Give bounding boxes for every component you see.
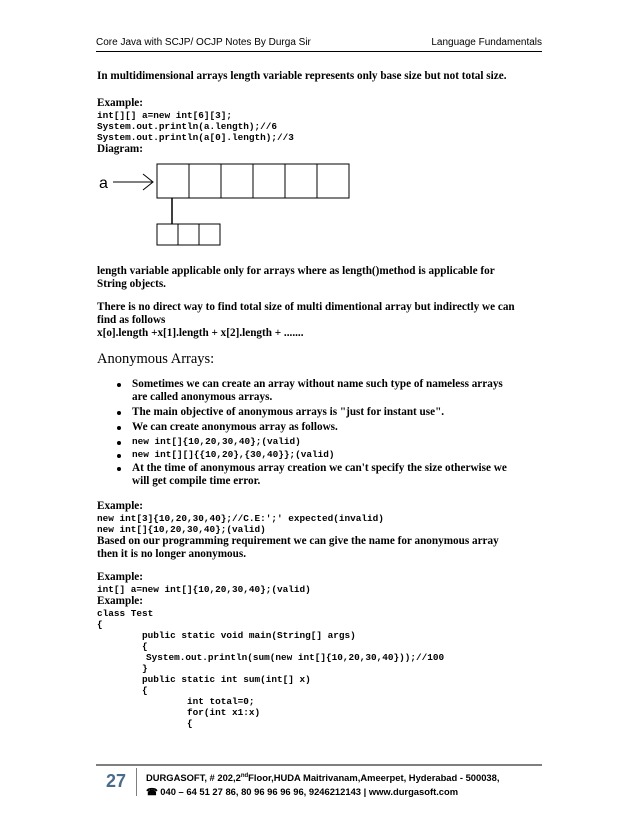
anonymous-arrays-heading: Anonymous Arrays: <box>97 351 215 367</box>
code-line: int[] a=new int[]{10,20,30,40};(valid) <box>97 584 311 595</box>
code-line: System.out.println(a[0].length);//3 <box>97 132 294 143</box>
header-book-title: Core Java with SCJP/ OCJP Notes By Durga Sir <box>96 37 311 48</box>
example3-code <box>97 584 547 595</box>
footer-address-part: DURGASOFT, # 202,2 <box>146 772 241 783</box>
list-item <box>132 421 547 434</box>
diagram-var-label: a <box>99 175 108 192</box>
diagram-label: Diagram: <box>97 143 143 155</box>
footer-address-part: Floor,HUDA Maitrivanam,Ameerpet, Hyderabad - 500038, <box>248 772 500 783</box>
bullet-text: Sometimes we can create an array without name such type of nameless arrays <box>132 378 503 390</box>
page-number: 27 <box>96 768 137 796</box>
code-line: { <box>187 718 193 729</box>
list-item <box>132 462 547 488</box>
anonymous-bullets <box>97 378 547 488</box>
code-line: } <box>142 663 148 674</box>
bottom-array-cells <box>157 224 220 245</box>
top-array-cell <box>285 164 317 198</box>
bottom-array-cell <box>178 224 199 245</box>
page-content <box>97 70 547 729</box>
page-footer <box>96 764 542 800</box>
footer-address <box>146 772 499 783</box>
bullet-text: are called anonymous arrays. <box>132 391 273 403</box>
list-item <box>132 378 547 404</box>
bullet-text: At the time of anonymous array creation we can't specify the size otherwise we <box>132 462 507 474</box>
code-line: { <box>142 685 148 696</box>
code-line: public static void main(String[] args) <box>142 630 356 641</box>
bullet-code: new int[]{10,20,30,40};(valid) <box>132 436 301 447</box>
page-header <box>96 33 542 52</box>
bullet-text: will get compile time error. <box>132 475 261 487</box>
bullet-code: new int[][]{{10,20},{30,40}};(valid) <box>132 449 335 460</box>
length-note-line2: String objects. <box>97 278 166 290</box>
code-line: { <box>97 619 103 630</box>
example2-label: Example: <box>97 500 143 512</box>
code-line: class Test <box>97 608 154 619</box>
code-line: for(int x1:x) <box>187 707 261 718</box>
code-line: System.out.println(a.length);//6 <box>97 121 278 132</box>
code-line: { <box>142 641 148 652</box>
footer-contact <box>146 786 458 798</box>
list-item <box>132 449 547 460</box>
top-array-cells <box>157 164 349 198</box>
example2-code <box>97 513 547 535</box>
footer-address-sup: nd <box>240 772 249 779</box>
example1-label: Example: <box>97 97 143 109</box>
example4-code <box>97 608 547 729</box>
code-line: System.out.println(sum(new int[]{10,20,30,40}));//100 <box>146 652 445 663</box>
header-chapter-title: Language Fundamentals <box>431 37 542 48</box>
footer-contact-text: 040 – 64 51 27 86, 80 96 96 96 96, 9246212143 | www.durgasoft.com <box>160 786 459 797</box>
phone-icon: ☎ <box>146 786 158 797</box>
array-diagram <box>97 160 547 255</box>
code-line: new int[]{10,20,30,40};(valid) <box>97 524 266 535</box>
bullet-text: The main objective of anonymous arrays is "just for instant use". <box>132 406 445 418</box>
total-note-line2: find as follows <box>97 314 166 326</box>
list-item <box>132 406 547 419</box>
length-note-line1: length variable applicable only for arrays where as length()method is applicable for <box>97 265 495 277</box>
top-array-cell <box>157 164 189 198</box>
name-note-line2: then it is no longer anonymous. <box>97 548 246 560</box>
example1-code <box>97 110 547 143</box>
example3-label: Example: <box>97 571 143 583</box>
bottom-array-cell <box>199 224 220 245</box>
total-note-line1: There is no direct way to find total size of multi dimentional array but indirectly we can <box>97 301 515 313</box>
list-item <box>132 436 547 447</box>
code-line: int[][] a=new int[6][3]; <box>97 110 233 121</box>
array-diagram-svg <box>97 160 547 255</box>
top-array-cell <box>189 164 221 198</box>
total-note-formula: x[o].length +x[1].length + x[2].length + ....... <box>97 327 304 339</box>
bullet-text: We can create anonymous array as follows. <box>132 421 338 433</box>
top-array-cell <box>317 164 349 198</box>
code-line: new int[3]{10,20,30,40};//C.E:';' expected(invalid) <box>97 513 384 524</box>
top-array-cell <box>253 164 285 198</box>
top-array-cell <box>221 164 253 198</box>
intro-text: In multidimensional arrays length variable represents only base size but not total size. <box>97 70 507 82</box>
code-line: int total=0; <box>187 696 255 707</box>
example4-label: Example: <box>97 595 143 607</box>
name-note-line1: Based on our programming requirement we can give the name for anonymous array <box>97 535 499 547</box>
code-line: public static int sum(int[] x) <box>142 674 311 685</box>
bottom-array-cell <box>157 224 178 245</box>
